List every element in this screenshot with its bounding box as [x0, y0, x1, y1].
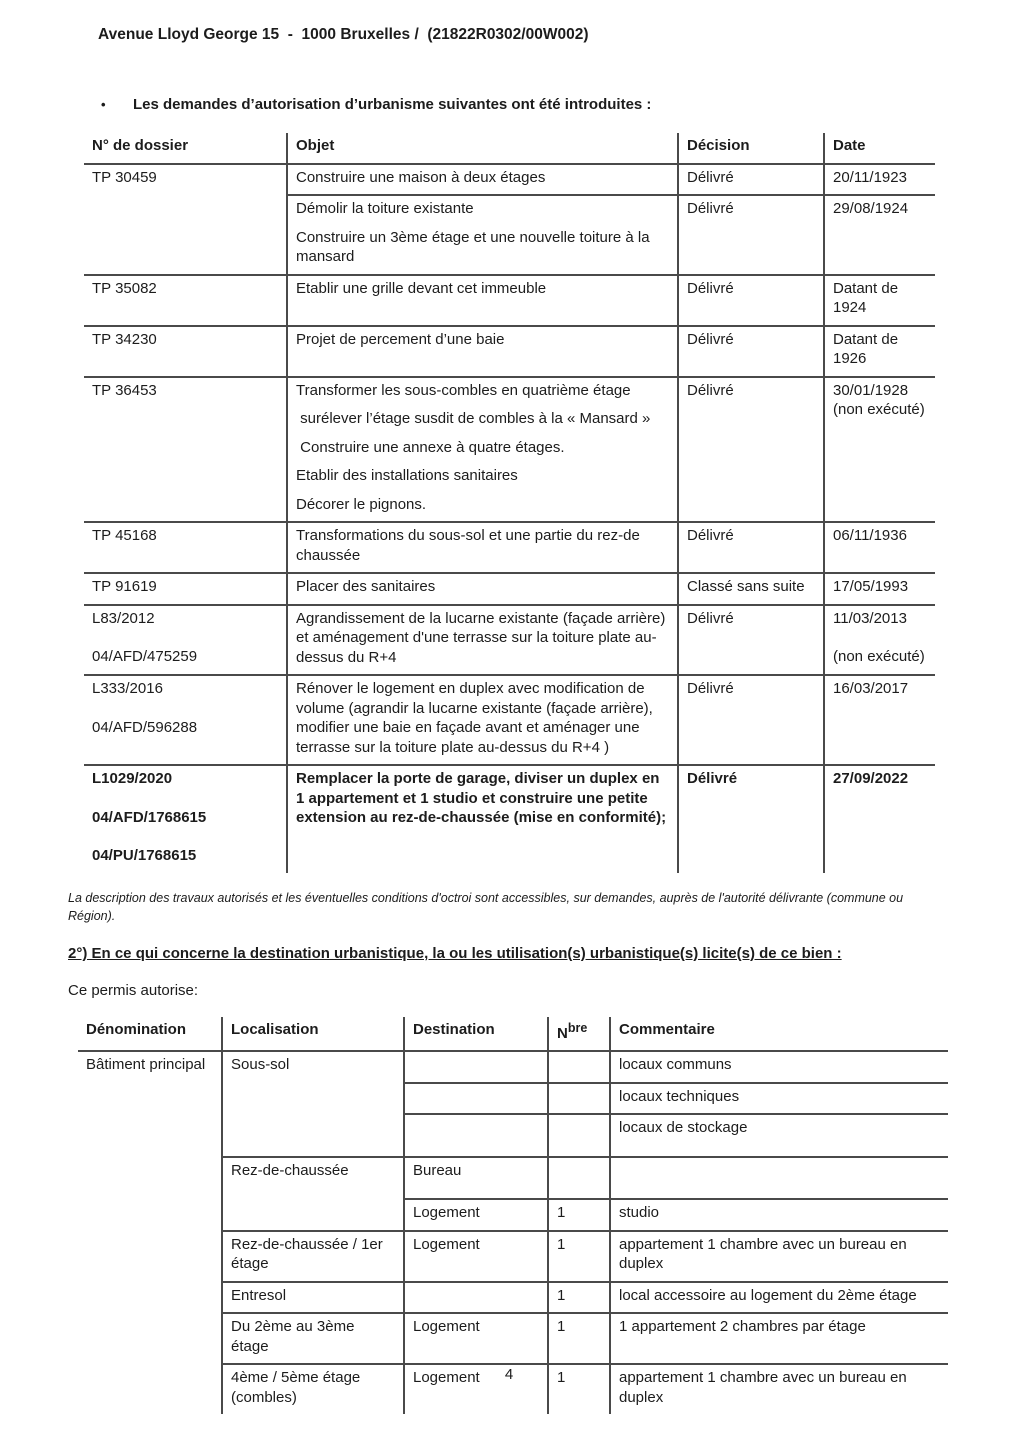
cell-line: Décorer le pignons.: [296, 495, 427, 513]
objet-cell: [287, 765, 678, 873]
dossier-cell: [84, 765, 287, 873]
cell-line: Logement: [413, 1204, 480, 1222]
cell-line: Délivré: [687, 770, 738, 787]
decision-cell: [678, 675, 824, 765]
column-header-date: Date: [824, 133, 935, 164]
cell-line: 04/PU/1768615: [92, 847, 197, 864]
date-cell: [824, 522, 935, 573]
cell-line: 04/AFD/475259: [92, 648, 198, 665]
cell-line: Bâtiment principal: [86, 1056, 206, 1074]
objet-cell: [287, 164, 678, 196]
localisation-cell: [222, 1282, 404, 1314]
objet-cell: [287, 522, 678, 573]
cell-line: 20/11/1923: [833, 168, 907, 186]
date-cell: [824, 164, 935, 196]
table-row: [84, 275, 935, 326]
dossier-cell: [84, 522, 287, 573]
cell-line: 06/11/1936: [833, 527, 907, 544]
cell-line: Logement: [413, 1318, 480, 1336]
cell-line: TP 36453: [92, 381, 157, 399]
table-row: [84, 765, 935, 873]
commentaire-cell: [610, 1231, 948, 1282]
cell-line: L83/2012: [92, 609, 155, 627]
cell-line: Transformations du sous-sol et une partie du rez-de chaussée: [296, 527, 644, 564]
cell-line: Sous-sol: [231, 1056, 290, 1074]
column-header-nbre: $N^{bre}$: [548, 1017, 610, 1052]
cell-line: Démolir la toiture existante: [296, 200, 474, 217]
permits-header-row: [84, 133, 935, 164]
cell-line: Classé sans suite: [687, 578, 805, 595]
dossier-cell: [84, 605, 287, 676]
date-cell: [824, 326, 935, 377]
cell-line: locaux communs: [619, 1056, 732, 1074]
cell-line: 1: [557, 1204, 566, 1222]
column-header-objet: Objet: [287, 133, 678, 164]
cell-line: 1 appartement 2 chambres par étage: [619, 1318, 866, 1336]
table-row: [84, 326, 935, 377]
nbre-cell: [548, 1313, 610, 1364]
date-cell: [824, 765, 935, 873]
localisation-cell: [222, 1313, 404, 1364]
table-row: [78, 1051, 948, 1083]
cell-line: 1: [557, 1318, 566, 1336]
cell-line: Logement: [413, 1235, 480, 1253]
cell-line: Construire une maison à deux étages: [296, 168, 546, 186]
commentaire-cell: [610, 1114, 948, 1157]
destination-cell: [404, 1231, 548, 1282]
dossier-cell: [84, 573, 287, 605]
cell-line: 1: [557, 1286, 566, 1304]
nbre-cell: [548, 1157, 610, 1200]
objet-cell: [287, 605, 678, 676]
cell-line: L1029/2020: [92, 770, 173, 787]
cell-line: local accessoire au logement du 2ème étage: [619, 1286, 917, 1304]
table-row: [84, 164, 935, 196]
cell-line: Logement: [413, 1369, 480, 1387]
objet-cell: [287, 275, 678, 326]
nbre-superscript: bre: [567, 1020, 588, 1035]
destination-cell: [404, 1313, 548, 1364]
commentaire-cell: [610, 1157, 948, 1200]
bullet-intro-line: [101, 96, 1018, 113]
destination-cell: [404, 1199, 548, 1231]
cell-line: Rez-de-chaussée / 1er étage: [231, 1235, 387, 1273]
cell-line: studio: [619, 1204, 660, 1222]
bullet-intro-text: Les demandes d’autorisation d’urbanisme suivantes ont été introduites :: [133, 96, 652, 113]
objet-cell: [287, 326, 678, 377]
dossier-cell: [84, 164, 287, 275]
permits-table: [84, 133, 935, 873]
cell-line: Transformer les sous-combles en quatrième étage: [296, 381, 631, 399]
cell-line: Agrandissement de la lucarne existante (façade arrière) et aménagement d'une terrasse sur la toiture plate au-dessus du R+4: [296, 609, 670, 666]
column-header-dossier: N° de dossier: [84, 133, 287, 164]
commentaire-cell: [610, 1199, 948, 1231]
commentaire-cell: [610, 1083, 948, 1115]
cell-line: Délivré: [687, 330, 734, 348]
nbre-cell: [548, 1282, 610, 1314]
cell-line: Rez-de-chaussée: [231, 1161, 349, 1179]
cell-line: Délivré: [687, 680, 734, 697]
cell-line: Du 2ème au 3ème étage: [231, 1318, 359, 1355]
cell-line: Construire un 3ème étage et une nouvelle toiture à la mansard: [296, 228, 654, 265]
cell-line: Délivré: [687, 527, 734, 544]
destination-cell: [404, 1157, 548, 1200]
nbre-cell: [548, 1199, 610, 1231]
dossier-cell: [84, 675, 287, 765]
objet-cell: [287, 377, 678, 523]
cell-line: 1: [557, 1235, 566, 1253]
decision-cell: [678, 573, 824, 605]
column-header-commentaire: Commentaire: [610, 1017, 948, 1052]
cell-line: 30/01/1928: [833, 381, 909, 399]
objet-cell: [287, 675, 678, 765]
cell-line: Datant de 1924: [833, 279, 903, 316]
cell-line: Bureau: [413, 1161, 462, 1179]
cell-line: Délivré: [687, 168, 734, 186]
bullet-icon: •: [101, 97, 106, 112]
cell-line: 17/05/1993: [833, 578, 909, 595]
cell-line: Construire une annexe à quatre étages.: [296, 438, 565, 456]
date-cell: [824, 377, 935, 523]
cell-line: appartement 1 chambre avec un bureau en duplex: [619, 1369, 911, 1406]
column-header-denomination: Dénomination: [78, 1017, 222, 1052]
localisation-cell: [222, 1231, 404, 1282]
commentaire-cell: [610, 1051, 948, 1083]
dossier-cell: [84, 326, 287, 377]
cell-line: locaux techniques: [619, 1087, 740, 1105]
localisation-cell: [222, 1157, 404, 1231]
commentaire-cell: [610, 1313, 948, 1364]
table-row: [84, 605, 935, 676]
column-header-localisation: Localisation: [222, 1017, 404, 1052]
cell-line: Délivré: [687, 381, 734, 399]
cell-line: TP 30459: [92, 168, 157, 186]
table-row: [84, 377, 935, 523]
date-cell: [824, 195, 935, 275]
page-header-title: Avenue Lloyd George 15 - 1000 Bruxelles / (21822R0302/00W002): [98, 26, 589, 43]
nbre-cell: [548, 1051, 610, 1083]
denomination-cell: [78, 1051, 222, 1414]
decision-cell: [678, 765, 824, 873]
cell-line: Etablir une grille devant cet immeuble: [296, 279, 547, 297]
date-cell: [824, 573, 935, 605]
cell-line: TP 45168: [92, 527, 157, 544]
cell-line: 29/08/1924: [833, 200, 909, 217]
destination-cell: [404, 1083, 548, 1115]
cell-line: 16/03/2017: [833, 680, 909, 697]
decision-cell: [678, 377, 824, 523]
table-row: [84, 522, 935, 573]
cell-line: Délivré: [687, 200, 734, 217]
date-cell: [824, 675, 935, 765]
commentaire-cell: [610, 1282, 948, 1314]
cell-line: TP 91619: [92, 578, 157, 595]
decision-cell: [678, 195, 824, 275]
cell-line: 04/AFD/1768615: [92, 808, 207, 826]
decision-cell: [678, 326, 824, 377]
decision-cell: [678, 164, 824, 196]
cell-line: Remplacer la porte de garage, diviser un duplex en 1 appartement et 1 studio et construire une petite extension au rez-de-chaussée (mise en conformité);: [296, 770, 667, 826]
date-cell: [824, 605, 935, 676]
objet-cell: [287, 573, 678, 605]
destination-cell: [404, 1051, 548, 1083]
decision-cell: [678, 605, 824, 676]
column-header-decision: Décision: [678, 133, 824, 164]
destinations-table: [78, 1017, 948, 1415]
cell-line: Placer des sanitaires: [296, 578, 436, 595]
cell-line: Datant de 1926: [833, 330, 903, 367]
cell-line: (non exécuté): [833, 401, 925, 418]
destination-cell: [404, 1282, 548, 1314]
cell-line: Délivré: [687, 279, 734, 297]
cell-line: Etablir des installations sanitaires: [296, 467, 518, 484]
cell-line: Projet de percement d’une baie: [296, 330, 505, 348]
permit-intro-text: Ce permis autorise:: [68, 981, 199, 999]
note-text: La description des travaux autorisés et les éventuelles conditions d'octroi sont accessibles, sur demandes, auprès de l'autorité délivrante (commune ou Région).: [68, 890, 904, 923]
cell-line: (non exécuté): [833, 648, 925, 665]
cell-line: 11/03/2013: [833, 609, 907, 627]
cell-line: 4ème / 5ème étage (combles): [231, 1369, 365, 1406]
table-row: [84, 573, 935, 605]
cell-line: 04/AFD/596288: [92, 718, 198, 736]
cell-line: Délivré: [687, 609, 734, 627]
table-row: [84, 675, 935, 765]
decision-cell: [678, 275, 824, 326]
decision-cell: [678, 522, 824, 573]
dossier-cell: [84, 275, 287, 326]
date-cell: [824, 275, 935, 326]
destination-cell: [404, 1114, 548, 1157]
column-header-destination: Destination: [404, 1017, 548, 1052]
cell-line: surélever l’étage susdit de combles à la « Mansard »: [296, 410, 651, 427]
destinations-header-row: [78, 1017, 948, 1052]
nbre-cell: [548, 1083, 610, 1115]
section-heading: 2°) En ce qui concerne la destination urbanistique, la ou les utilisation(s) urbanistique(s) licite(s) de ce bien :: [68, 944, 842, 962]
localisation-cell: [222, 1051, 404, 1157]
cell-line: L333/2016: [92, 680, 163, 697]
cell-line: 1: [557, 1369, 566, 1387]
cell-line: appartement 1 chambre avec un bureau en duplex: [619, 1235, 911, 1273]
objet-cell: [287, 195, 678, 275]
cell-line: Entresol: [231, 1286, 287, 1304]
cell-line: Rénover le logement en duplex avec modification de volume (agrandir la lucarne existante (façade arrière), modifier une baie en façade avant et aménager une terrasse sur la toiture plate au-dessus du R+4 ): [296, 680, 658, 756]
nbre-cell: [548, 1114, 610, 1157]
cell-line: TP 35082: [92, 279, 157, 297]
page-number: 4: [504, 1366, 514, 1383]
dossier-cell: [84, 377, 287, 523]
cell-line: 27/09/2022: [833, 770, 909, 787]
cell-line: locaux de stockage: [619, 1119, 748, 1137]
cell-line: TP 34230: [92, 330, 157, 348]
nbre-cell: [548, 1231, 610, 1282]
